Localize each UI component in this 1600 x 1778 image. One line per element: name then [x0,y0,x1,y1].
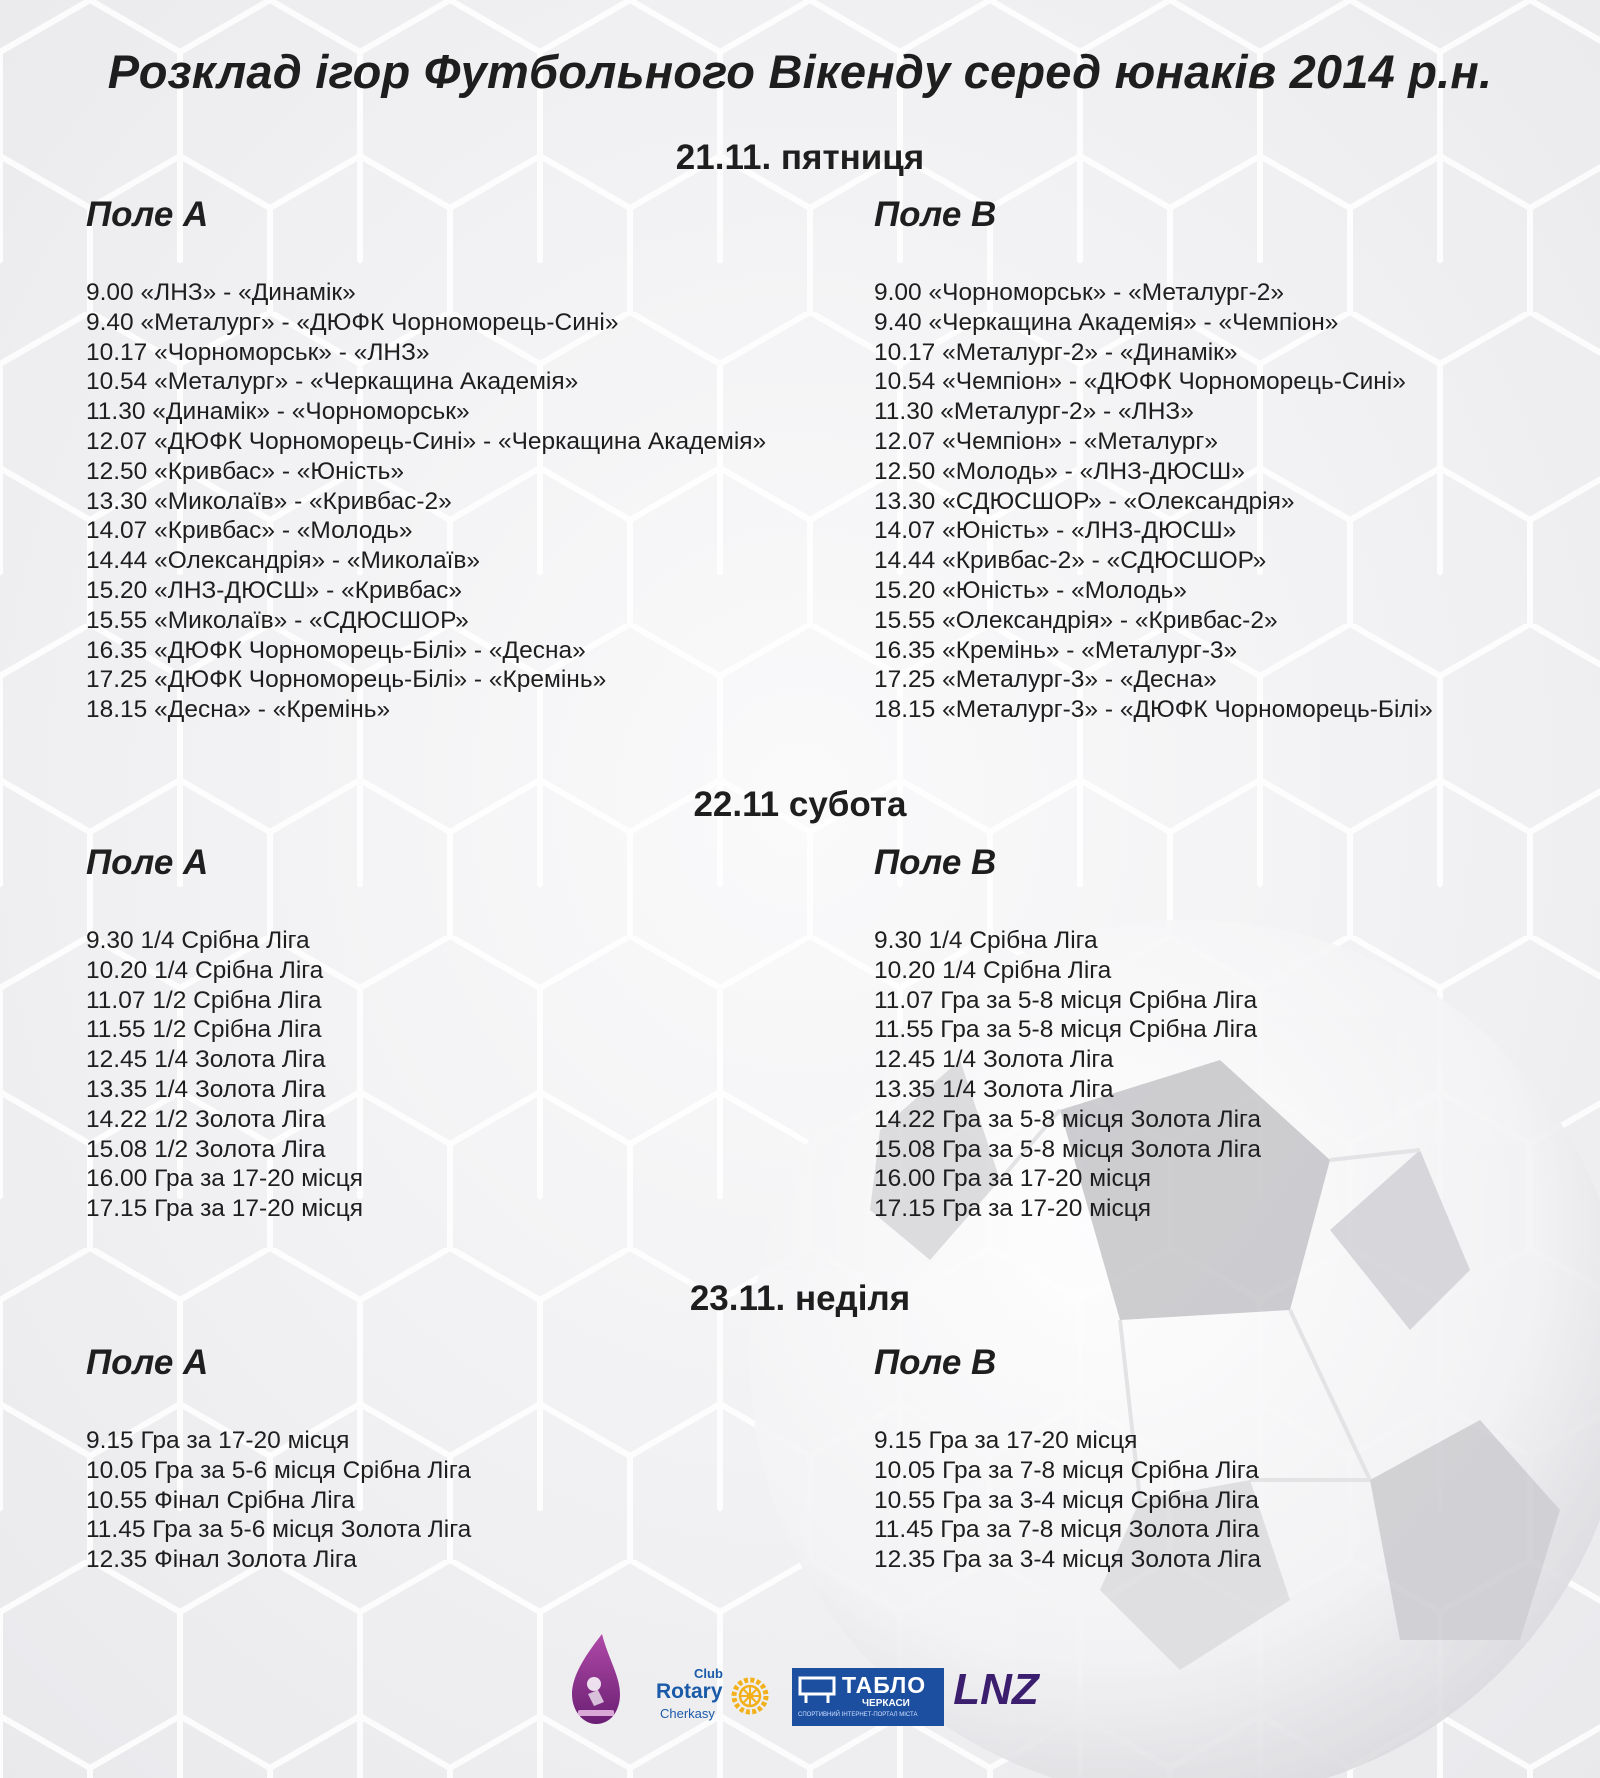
game-entry: 9.40 «Черкащина Академія» - «Чемпіон» [874,308,1339,336]
game-entry: 13.35 1/4 Золота Ліга [86,1075,326,1103]
svg-text:LNZ: LNZ [953,1665,1039,1714]
games-list-field-b [874,926,1261,1224]
rotary-name: Rotary [656,1680,723,1703]
game-entry: 13.35 1/4 Золота Ліга [874,1075,1114,1103]
game-entry: 11.07 Гра за 5-8 місця Срібна Ліга [874,986,1258,1014]
game-entry: 9.15 Гра за 17-20 місця [874,1427,1138,1454]
game-entry: 9.15 Гра за 17-20 місця [86,1427,350,1454]
game-entry: 11.55 1/2 Срібна Ліга [86,1016,322,1044]
game-entry: 10.54 «Чемпіон» - «ДЮФК Чорноморець-Сині» [874,368,1406,396]
game-entry: 13.30 «Миколаїв» - «Кривбас-2» [86,487,452,515]
field-a-heading: Поле А [86,1343,209,1382]
field-a-heading: Поле А [86,195,209,234]
game-entry: 12.07 «Чемпіон» - «Металург» [874,427,1218,455]
game-entry: 10.17 «Металург-2» - «Динамік» [874,338,1238,366]
game-entry: 11.30 «Металург-2» - «ЛНЗ» [874,398,1194,426]
game-entry: 18.15 «Десна» - «Кремінь» [86,696,391,724]
game-entry: 9.00 «Чорноморськ» - «Металург-2» [874,279,1285,306]
game-entry: 18.15 «Металург-3» - «ДЮФК Чорноморець-Білі» [874,696,1433,724]
game-entry: 15.55 «Миколаїв» - «СДЮСШОР» [86,606,469,634]
field-b-heading: Поле В [874,1343,997,1382]
tablo-tagline: СПОРТИВНИЙ ІНТЕРНЕТ-ПОРТАЛ МІСТА [798,1712,918,1718]
game-entry: 15.08 Гра за 5-8 місця Золота Ліга [874,1135,1262,1163]
australia-cup-logo [568,1632,624,1726]
game-entry: 16.00 Гра за 17-20 місця [874,1165,1152,1193]
game-entry: 11.45 Гра за 7-8 місця Золота Ліга [874,1516,1260,1544]
game-entry: 17.25 «ДЮФК Чорноморець-Білі» - «Кремінь» [86,666,607,694]
game-entry: 10.05 Гра за 5-6 місця Срібна Ліга [86,1456,471,1484]
game-entry: 10.05 Гра за 7-8 місця Срібна Ліга [874,1456,1259,1484]
field-b-heading: Поле В [874,195,997,234]
game-entry: 17.25 «Металург-3» - «Десна» [874,666,1217,694]
game-entry: 16.00 Гра за 17-20 місця [86,1165,364,1193]
game-entry: 9.40 «Металург» - «ДЮФК Чорноморець-Сині» [86,308,619,336]
game-entry: 9.30 1/4 Срібна Ліга [874,927,1098,954]
game-entry: 10.55 Фінал Срібна Ліга [86,1486,355,1514]
game-entry: 12.50 «Кривбас» - «Юність» [86,457,405,485]
games-list-field-b [874,278,1433,725]
game-entry: 15.20 «Юність» - «Молодь» [874,576,1187,604]
game-entry: 16.35 «ДЮФК Чорноморець-Білі» - «Десна» [86,636,586,664]
game-entry: 10.20 1/4 Срібна Ліга [86,956,324,984]
rotary-wheel-icon [730,1676,770,1716]
game-entry: 9.00 «ЛНЗ» - «Динамік» [86,279,356,306]
tablo-cherkasy-logo [792,1668,944,1726]
tablo-name: ТАБЛО [842,1672,927,1698]
game-entry: 17.15 Гра за 17-20 місця [86,1195,364,1223]
game-entry: 12.35 Гра за 3-4 місця Золота Ліга [874,1546,1262,1574]
games-list-field-a [86,278,766,725]
game-entry: 16.35 «Кремінь» - «Металург-3» [874,636,1238,664]
tablo-city: ЧЕРКАСИ [862,1698,910,1709]
game-entry: 12.45 1/4 Золота Ліга [86,1046,326,1074]
games-list-field-b [874,1426,1261,1575]
lnz-logo [953,1652,1039,1718]
day-heading: 23.11. неділя [689,1279,911,1318]
rotary-city: Cherkasy [660,1706,715,1721]
game-entry: 10.54 «Металург» - «Черкащина Академія» [86,368,579,396]
rotary-club-logo [652,1664,774,1728]
field-a-heading: Поле А [86,843,209,882]
game-entry: 10.17 «Чорноморськ» - «ЛНЗ» [86,338,430,366]
game-entry: 14.44 «Олександрія» - «Миколаїв» [86,547,481,575]
game-entry: 9.30 1/4 Срібна Ліга [86,927,310,954]
game-entry: 14.22 1/2 Золота Ліга [86,1105,326,1133]
game-entry: 15.08 1/2 Золота Ліга [86,1135,326,1163]
game-entry: 14.44 «Кривбас-2» - «СДЮСШОР» [874,547,1267,575]
page-title: Розклад ігор Футбольного Вікенду серед юнаків 2014 р.н. [107,45,1493,98]
game-entry: 11.45 Гра за 5-6 місця Золота Ліга [86,1516,472,1544]
games-list-field-a [86,1426,471,1575]
game-entry: 11.55 Гра за 5-8 місця Срібна Ліга [874,1016,1258,1044]
game-entry: 11.07 1/2 Срібна Ліга [86,986,322,1014]
game-entry: 11.30 «Динамік» - «Чорноморськ» [86,398,470,426]
day-heading: 22.11 субота [693,785,907,824]
game-entry: 12.45 1/4 Золота Ліга [874,1046,1114,1074]
game-entry: 14.07 «Юність» - «ЛНЗ-ДЮСШ» [874,517,1237,545]
game-entry: 10.20 1/4 Срібна Ліга [874,956,1112,984]
rotary-club-label: Club [694,1666,723,1681]
game-entry: 15.55 «Олександрія» - «Кривбас-2» [874,606,1278,634]
game-entry: 12.35 Фінал Золота Ліга [86,1546,357,1574]
game-entry: 14.22 Гра за 5-8 місця Золота Ліга [874,1105,1262,1133]
game-entry: 14.07 «Кривбас» - «Молодь» [86,517,413,545]
day-heading: 21.11. пятниця [675,138,925,177]
game-entry: 15.20 «ЛНЗ-ДЮСШ» - «Кривбас» [86,576,463,604]
field-b-heading: Поле В [874,843,997,882]
games-list-field-a [86,926,363,1224]
game-entry: 17.15 Гра за 17-20 місця [874,1195,1152,1223]
game-entry: 12.50 «Молодь» - «ЛНЗ-ДЮСШ» [874,457,1245,485]
game-entry: 10.55 Гра за 3-4 місця Срібна Ліга [874,1486,1259,1514]
scoreboard-icon [798,1676,836,1704]
game-entry: 12.07 «ДЮФК Чорноморець-Сині» - «Черкащина Академія» [86,427,767,455]
game-entry: 13.30 «СДЮСШОР» - «Олександрія» [874,487,1295,515]
